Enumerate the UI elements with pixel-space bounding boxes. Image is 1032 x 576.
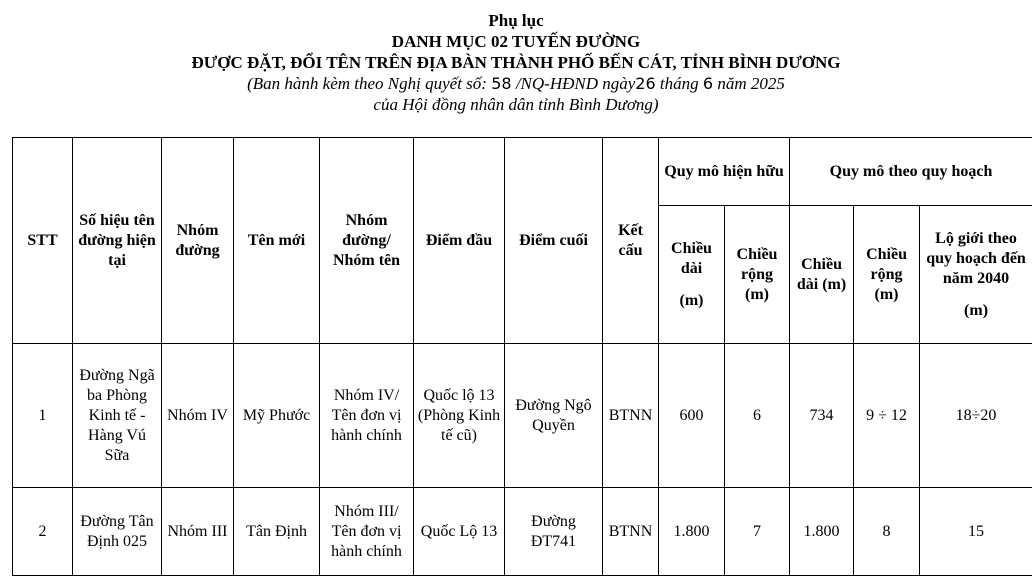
road-list-table (12, 137, 1032, 576)
cell-boundary: 18÷20 (920, 344, 1032, 488)
col-start-point: Điểm đầu (414, 138, 505, 344)
cell-structure: BTNN (603, 344, 659, 488)
cell-existing-width: 7 (725, 488, 790, 576)
document-header (0, 10, 1032, 115)
col-end-point: Điểm cuối (505, 138, 603, 344)
cell-end-point: Đường ĐT741 (505, 488, 603, 576)
cell-new-name: Mỹ Phước (234, 344, 320, 488)
resolution-day: 26 (635, 74, 655, 93)
col-current-name: Số hiệu tên đường hiện tại (73, 138, 162, 344)
existing-length-unit: (m) (662, 291, 721, 311)
cell-planned-width: 9 ÷ 12 (854, 344, 920, 488)
cell-name-group: Nhóm IV/ Tên đơn vị hành chính (320, 344, 414, 488)
document-subtitle: ĐƯỢC ĐẶT, ĐỔI TÊN TRÊN ĐỊA BÀN THÀNH PHỐ BẾN CÁT, TỈNH BÌNH DƯƠNG (0, 52, 1032, 73)
cell-planned-length: 734 (790, 344, 854, 488)
col-structure: Kết cấu (603, 138, 659, 344)
table-row (13, 344, 1032, 488)
cell-planned-width: 8 (854, 488, 920, 576)
header-row-1 (13, 138, 1032, 206)
col-stt: STT (13, 138, 73, 344)
cell-start-point: Quốc lộ 13 (Phòng Kinh tế cũ) (414, 344, 505, 488)
boundary-unit: (m) (923, 301, 1029, 321)
col-new-name: Tên mới (234, 138, 320, 344)
cell-structure: BTNN (603, 488, 659, 576)
cell-current-name: Đường Ngã ba Phòng Kinh tế - Hàng Vú Sữa (73, 344, 162, 488)
col-existing-scale: Quy mô hiện hữu (659, 138, 790, 206)
cell-existing-length: 1.800 (659, 488, 725, 576)
col-planned-width: Chiều rộng (m) (854, 206, 920, 344)
month-label: tháng (656, 74, 703, 93)
col-road-group: Nhóm đường (162, 138, 234, 344)
col-existing-width: Chiều rộng (m) (725, 206, 790, 344)
cell-road-group: Nhóm III (162, 488, 234, 576)
col-boundary (920, 206, 1032, 344)
resolution-reference (0, 73, 1032, 94)
resolution-prefix: (Ban hành kèm theo Nghị quyết số: (247, 74, 491, 93)
appendix-label: Phụ lục (0, 10, 1032, 31)
year-label: năm 2025 (713, 74, 785, 93)
cell-start-point: Quốc Lộ 13 (414, 488, 505, 576)
cell-existing-width: 6 (725, 344, 790, 488)
col-planned-scale: Quy mô theo quy hoạch (790, 138, 1032, 206)
cell-stt: 1 (13, 344, 73, 488)
existing-length-label: Chiều dài (671, 240, 712, 277)
table-row (13, 488, 1032, 576)
cell-stt: 2 (13, 488, 73, 576)
cell-existing-length: 600 (659, 344, 725, 488)
col-planned-length: Chiều dài (m) (790, 206, 854, 344)
cell-end-point: Đường Ngô Quyền (505, 344, 603, 488)
issuing-body: của Hội đồng nhân dân tỉnh Bình Dương) (0, 94, 1032, 115)
cell-road-group: Nhóm IV (162, 344, 234, 488)
cell-name-group: Nhóm III/ Tên đơn vị hành chính (320, 488, 414, 576)
resolution-month: 6 (703, 74, 713, 93)
resolution-number: 58 (491, 74, 511, 93)
cell-current-name: Đường Tân Định 025 (73, 488, 162, 576)
col-name-group: Nhóm đường/ Nhóm tên (320, 138, 414, 344)
col-existing-length (659, 206, 725, 344)
boundary-label: Lộ giới theo quy hoạch đến năm 2040 (926, 230, 1026, 287)
cell-new-name: Tân Định (234, 488, 320, 576)
document-title: DANH MỤC 02 TUYẾN ĐƯỜNG (0, 31, 1032, 52)
cell-boundary: 15 (920, 488, 1032, 576)
cell-planned-length: 1.800 (790, 488, 854, 576)
resolution-suffix: /NQ-HĐND ngày (512, 74, 636, 93)
